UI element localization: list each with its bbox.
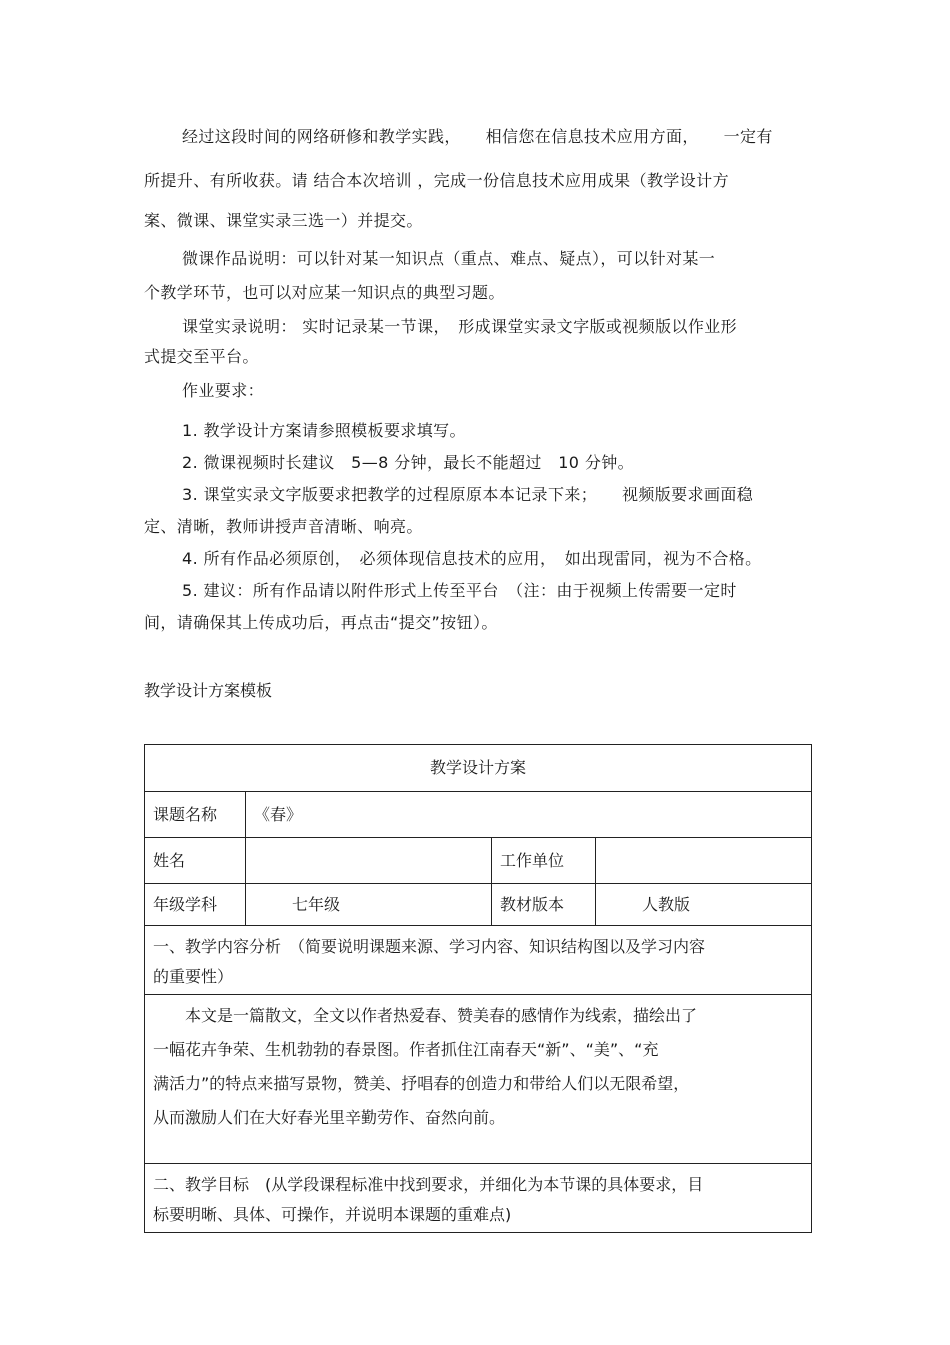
grade-label: 年级学科 [145, 884, 246, 926]
edition-value[interactable]: 人教版 [596, 884, 812, 926]
micro-lesson-note-line-2: 个教学环节，也可以对应某一知识点的典型习题。 [144, 283, 505, 302]
unit-label: 工作单位 [492, 838, 596, 884]
content-analysis-line-1: 本文是一篇散文，全文以作者热爱春、赞美春的感情作为线索，描绘出了 [185, 1006, 698, 1025]
requirement-4: 4. 所有作品必须原创， 必须体现信息技术的应用， 如出现雷同，视为不合格。 [182, 549, 762, 568]
teaching-goals-heading-line-1: 二、教学目标 (从学段课程标准中找到要求，并细化为本节课的具体要求，目 [153, 1175, 704, 1194]
name-value[interactable] [246, 838, 492, 884]
requirement-3-line-2: 定、清晰，教师讲授声音清晰、响亮。 [144, 517, 423, 536]
content-analysis-heading-line-2: 的重要性） [153, 967, 234, 986]
intro-line-1: 经过这段时间的网络研修和教学实践， 相信您在信息技术应用方面， 一定有 [182, 127, 773, 146]
assignment-requirements-heading: 作业要求： [182, 381, 265, 400]
requirement-5-line-2: 间，请确保其上传成功后，再点击“提交”按钮）。 [144, 613, 498, 632]
table-caption: 教学设计方案 [145, 745, 812, 792]
content-analysis-heading [145, 926, 812, 995]
classroom-record-note-line-1: 课堂实录说明： 实时记录某一节课， 形成课堂实录文字版或视频版以作业形 [182, 317, 738, 336]
name-label: 姓名 [145, 838, 246, 884]
teaching-goals-heading [145, 1164, 812, 1233]
requirement-5-line-1: 5. 建议：所有作品请以附件形式上传至平台 （注：由于视频上传需要一定时 [182, 581, 737, 600]
teaching-design-table [144, 744, 812, 1233]
edition-label: 教材版本 [492, 884, 596, 926]
content-analysis-line-3: 满活力”的特点来描写景物，赞美、抒唱春的创造力和带给人们以无限希望， [153, 1074, 690, 1093]
content-analysis-line-2: 一幅花卉争荣、生机勃勃的春景图。作者抓住江南春天“新”、“美”、“充 [153, 1040, 659, 1059]
content-analysis-body[interactable] [145, 995, 812, 1164]
intro-line-2: 所提升、有所收获。请 结合本次培训 ，完成一份信息技术应用成果（教学设计方 [144, 171, 729, 190]
intro-line-3: 案、微课、课堂实录三选一）并提交。 [144, 211, 423, 230]
requirement-2: 2. 微课视频时长建议 5—8 分钟，最长不能超过 10 分钟。 [182, 453, 635, 472]
micro-lesson-note-line-1: 微课作品说明：可以针对某一知识点（重点、难点、疑点），可以针对某一 [182, 249, 716, 268]
topic-label: 课题名称 [145, 792, 246, 838]
template-title: 教学设计方案模板 [144, 681, 273, 700]
topic-value[interactable]: 《春》 [246, 792, 812, 838]
unit-value[interactable] [596, 838, 812, 884]
requirement-3-line-1: 3. 课堂实录文字版要求把教学的过程原原本本记录下来； 视频版要求画面稳 [182, 485, 754, 504]
requirement-1: 1. 教学设计方案请参照模板要求填写。 [182, 421, 466, 440]
content-analysis-line-4: 从而激励人们在大好春光里辛勤劳作、奋然向前。 [153, 1108, 506, 1127]
grade-value[interactable]: 七年级 [246, 884, 492, 926]
content-analysis-heading-line-1: 一、教学内容分析 （简要说明课题来源、学习内容、知识结构图以及学习内容 [153, 937, 706, 956]
teaching-goals-heading-line-2: 标要明晰、具体、可操作，并说明本课题的重难点) [153, 1205, 512, 1224]
classroom-record-note-line-2: 式提交至平台。 [144, 347, 259, 366]
